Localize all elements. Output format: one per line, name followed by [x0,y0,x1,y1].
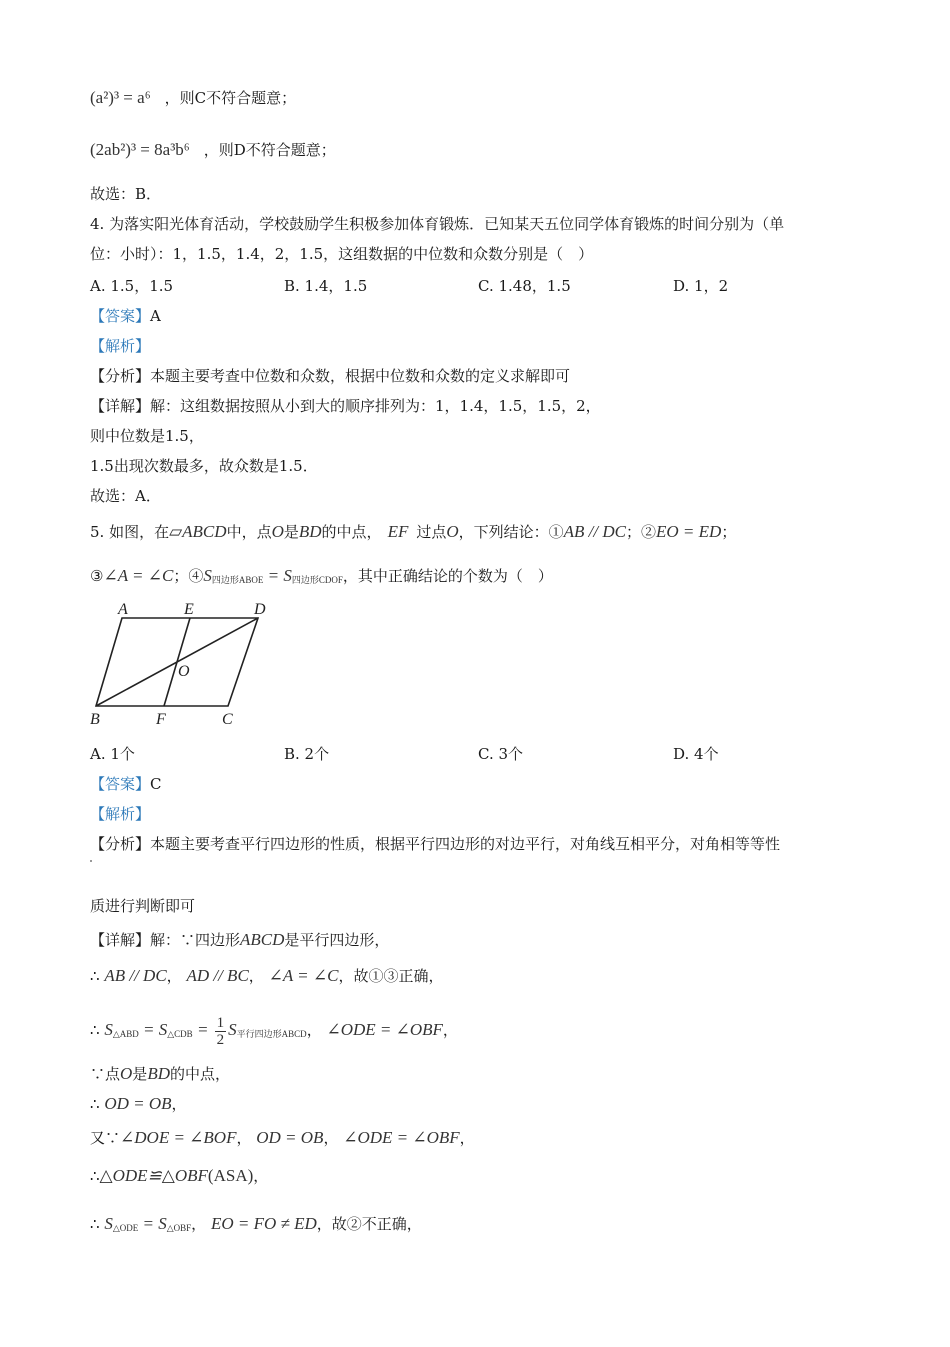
q5-detail-text: 解：∵四边形 [150,931,241,949]
q5-stem-text: ，下列结论：① [458,523,564,541]
q5-option-b: B. 2个 [284,745,330,763]
q5-analysis-tag: 【解析】 [90,805,151,823]
q5-sub: △ABD [112,1029,139,1039]
q5-step7: ∴ $S_{\triangle ODE} = S_{\triangle OBF}$， EO = FO ≠ ED，故②不正确， [90,1214,422,1233]
q5-option-c: C. 3个 [478,745,524,763]
q5-step6-asa: (ASA) [207,1166,254,1185]
q5-sub: 平行四边形ABCD [236,1029,307,1039]
q5-step2-math: $S_{\triangle ABD} = S_{\triangle CDB}$ = $\frac{1}{2}$ $S_{平行四边形ABCD}$ [104,1014,307,1048]
q4-option-b: B. 1.4，1.5 [284,277,368,295]
q5-step5-text: 又∵ [90,1129,121,1147]
q5-fenxi-text: 本题主要考查平行四边形的性质，根据平行四边形的对边平行，对角线互相平分，对角相等等性 [150,835,781,853]
label-f: F [156,711,166,728]
q5-step3-text: 的中点， [169,1065,230,1083]
q5-conclusion-3: ∠A = ∠C [103,566,174,585]
q5-step5-math: ∠DOE = ∠BOF [120,1128,237,1147]
q5-step1: ∴ AB // DC， AD // BC， ∠A = ∠C，故①③正确， [90,966,444,985]
q5-conclusion-4: $S_{四边形ABOE} = S_{四边形CDOF}$ [203,566,343,585]
fraction-denominator: 2 [216,1031,225,1048]
q5-stem-text: ，其中正确结论的个数为（ ） [342,567,553,585]
q5-area-cdof: 四边形CDOF [291,575,343,585]
label-o: O [178,663,190,680]
q5-step4: ∴ OD = OB， [90,1094,187,1113]
label-b: B [90,711,100,728]
prev-choose: 故选：B． [90,185,162,203]
q5-step1-text: ，故①③正确， [338,967,444,985]
label-a: A [118,601,128,618]
q5-step1-math: ∠A = ∠C [268,966,339,985]
q5-sub: △OBF [166,1223,192,1233]
q5-fenxi-line2: 质进行判断即可 [90,897,196,915]
q5-stem-text: ③ [90,567,104,585]
q5-point-o: O [446,522,459,541]
therefore-symbol: ∴ [90,1215,100,1233]
option-c-text: ，则C不符合题意； [164,89,297,107]
q5-detail-text: 是平行四边形， [284,931,390,949]
q5-stem-text: 过点 [416,523,447,541]
q4-option-c: C. 1.48，1.5 [478,277,571,295]
q4-detail-text: 解：这组数据按照从小到大的顺序排列为：1，1.4，1.5，1.5，2， [150,397,601,415]
q4-analysis-tag: 【解析】 [90,337,151,355]
q5-area-abo-e: 四边形ABOE [211,575,264,585]
label-d: D [254,601,266,618]
q4-detail [90,396,601,416]
q5-segment-ef: EF [387,522,409,541]
q4-answer [90,306,161,326]
fraction-half [215,1015,227,1048]
q5-fenxi [90,834,780,854]
q5-segment-bd: BD [147,1064,170,1083]
q4-stem-line1: 4. 为落实阳光体育活动，学校鼓励学生积极参加体育锻炼．已知某天五位同学体育锻炼的时间分别为（单 [90,215,785,233]
q4-answer-tag: 【答案】 [90,307,151,325]
therefore-symbol: ∴ [90,1095,100,1113]
option-d-text: ，则D不符合题意； [203,141,336,159]
q5-step3 [90,1064,230,1084]
q5-step1-math: AB // DC [104,966,167,985]
option-c-expression: (a²)³ = a⁶ [90,88,151,107]
q5-step3-text: 是 [132,1065,148,1083]
segment-ef [164,618,190,706]
q5-answer-value: C [150,775,162,793]
q5-parallelogram: ▱ABCD [169,522,227,541]
q5-sub: △CDB [167,1029,193,1039]
q5-stem-text: 的中点， [321,523,382,541]
q4-median-line: 则中位数是1.5， [90,427,204,445]
q4-detail-tag: 【详解】 [90,397,151,415]
therefore-symbol: ∴ [90,1021,100,1039]
option-c-check [90,88,296,108]
q5-step7-text: ，故②不正确， [316,1215,422,1233]
q5-stem-text: 中，点 [226,523,272,541]
q5-point-o: O [120,1064,133,1083]
q5-step5-math: ∠ODE = ∠OBF [343,1128,460,1147]
q5-stem-text: 是 [283,523,299,541]
q5-quad-abcd: ABCD [240,930,285,949]
q5-conclusion-1: AB // DC [563,522,626,541]
q5-detail-tag: 【详解】 [90,931,151,949]
q4-stem-line2: 位：小时）：1，1.5，1.4，2，1.5，这组数据的中位数和众数分别是（ ） [90,245,594,263]
q5-fenxi-tag: 【分析】 [90,835,151,853]
q5-stem-text: ；② [626,523,657,541]
q5-step6: ∴△ODE≌△OBF(ASA)， [90,1166,269,1185]
q4-choose: 故选：A． [90,487,161,505]
q5-step5-math: OD = OB [256,1128,324,1147]
q5-step4-math: OD = OB [104,1094,172,1113]
therefore-symbol: ∴ [90,967,100,985]
q5-point-o: O [271,522,284,541]
q4-fenxi [90,366,570,386]
label-c: C [222,711,233,728]
q4-option-a: A. 1.5，1.5 [90,277,174,295]
therefore-symbol: ∴ [90,1167,100,1185]
q4-option-d: D. 1，2 [673,277,729,295]
q4-fenxi-text: 本题主要考查中位数和众数，根据中位数和众数的定义求解即可 [150,367,571,385]
q5-option-d: D. 4个 [673,745,719,763]
q5-stem-line2 [90,566,553,590]
q5-option-a: A. 1个 [90,745,135,763]
q5-segment-bd: BD [298,522,322,541]
q5-step5: 又∵∠DOE = ∠BOF， OD = OB， ∠ODE = ∠OBF， [90,1128,475,1147]
label-e: E [184,601,194,618]
fraction-numerator: 1 [216,1014,225,1031]
q5-stem-text: ；④ [173,567,204,585]
q5-step7-math: $S_{\triangle ODE} = S_{\triangle OBF}$ [104,1214,192,1233]
q4-answer-value: A [150,307,161,325]
q5-detail [90,930,389,950]
q5-answer [90,774,162,794]
q5-step3-text: ∵点 [90,1065,121,1083]
q5-conclusion-2: EO = ED [656,522,722,541]
option-d-expression: (2ab²)³ = 8a³b⁶ [90,140,190,159]
q5-step2-math: ∠ODE = ∠OBF [326,1020,443,1039]
q4-mode-line: 1.5出现次数最多，故众数是1.5． [90,457,318,475]
q4-fenxi-tag: 【分析】 [90,367,151,385]
q5-answer-tag: 【答案】 [90,775,151,793]
q5-sub: △ODE [112,1223,139,1233]
option-d-check [90,140,336,160]
page-mark [90,860,92,862]
q5-stem-line1 [90,522,736,542]
q5-stem-text: 5. 如图，在 [90,523,170,541]
q5-step7-math: EO = FO ≠ ED [210,1214,317,1233]
parallelogram-figure [86,596,286,736]
q5-stem-text: ； [721,523,737,541]
q5-step2: ∴ $S_{\triangle ABD} = S_{\triangle CDB}$ = $\frac{1}{2}$ $S_{平行四边形ABCD}$， ∠ODE = ∠OBF， [90,1014,458,1048]
q5-step6-math: △ODE≌△OBF [99,1166,208,1185]
q5-step1-math: AD // BC [186,966,249,985]
